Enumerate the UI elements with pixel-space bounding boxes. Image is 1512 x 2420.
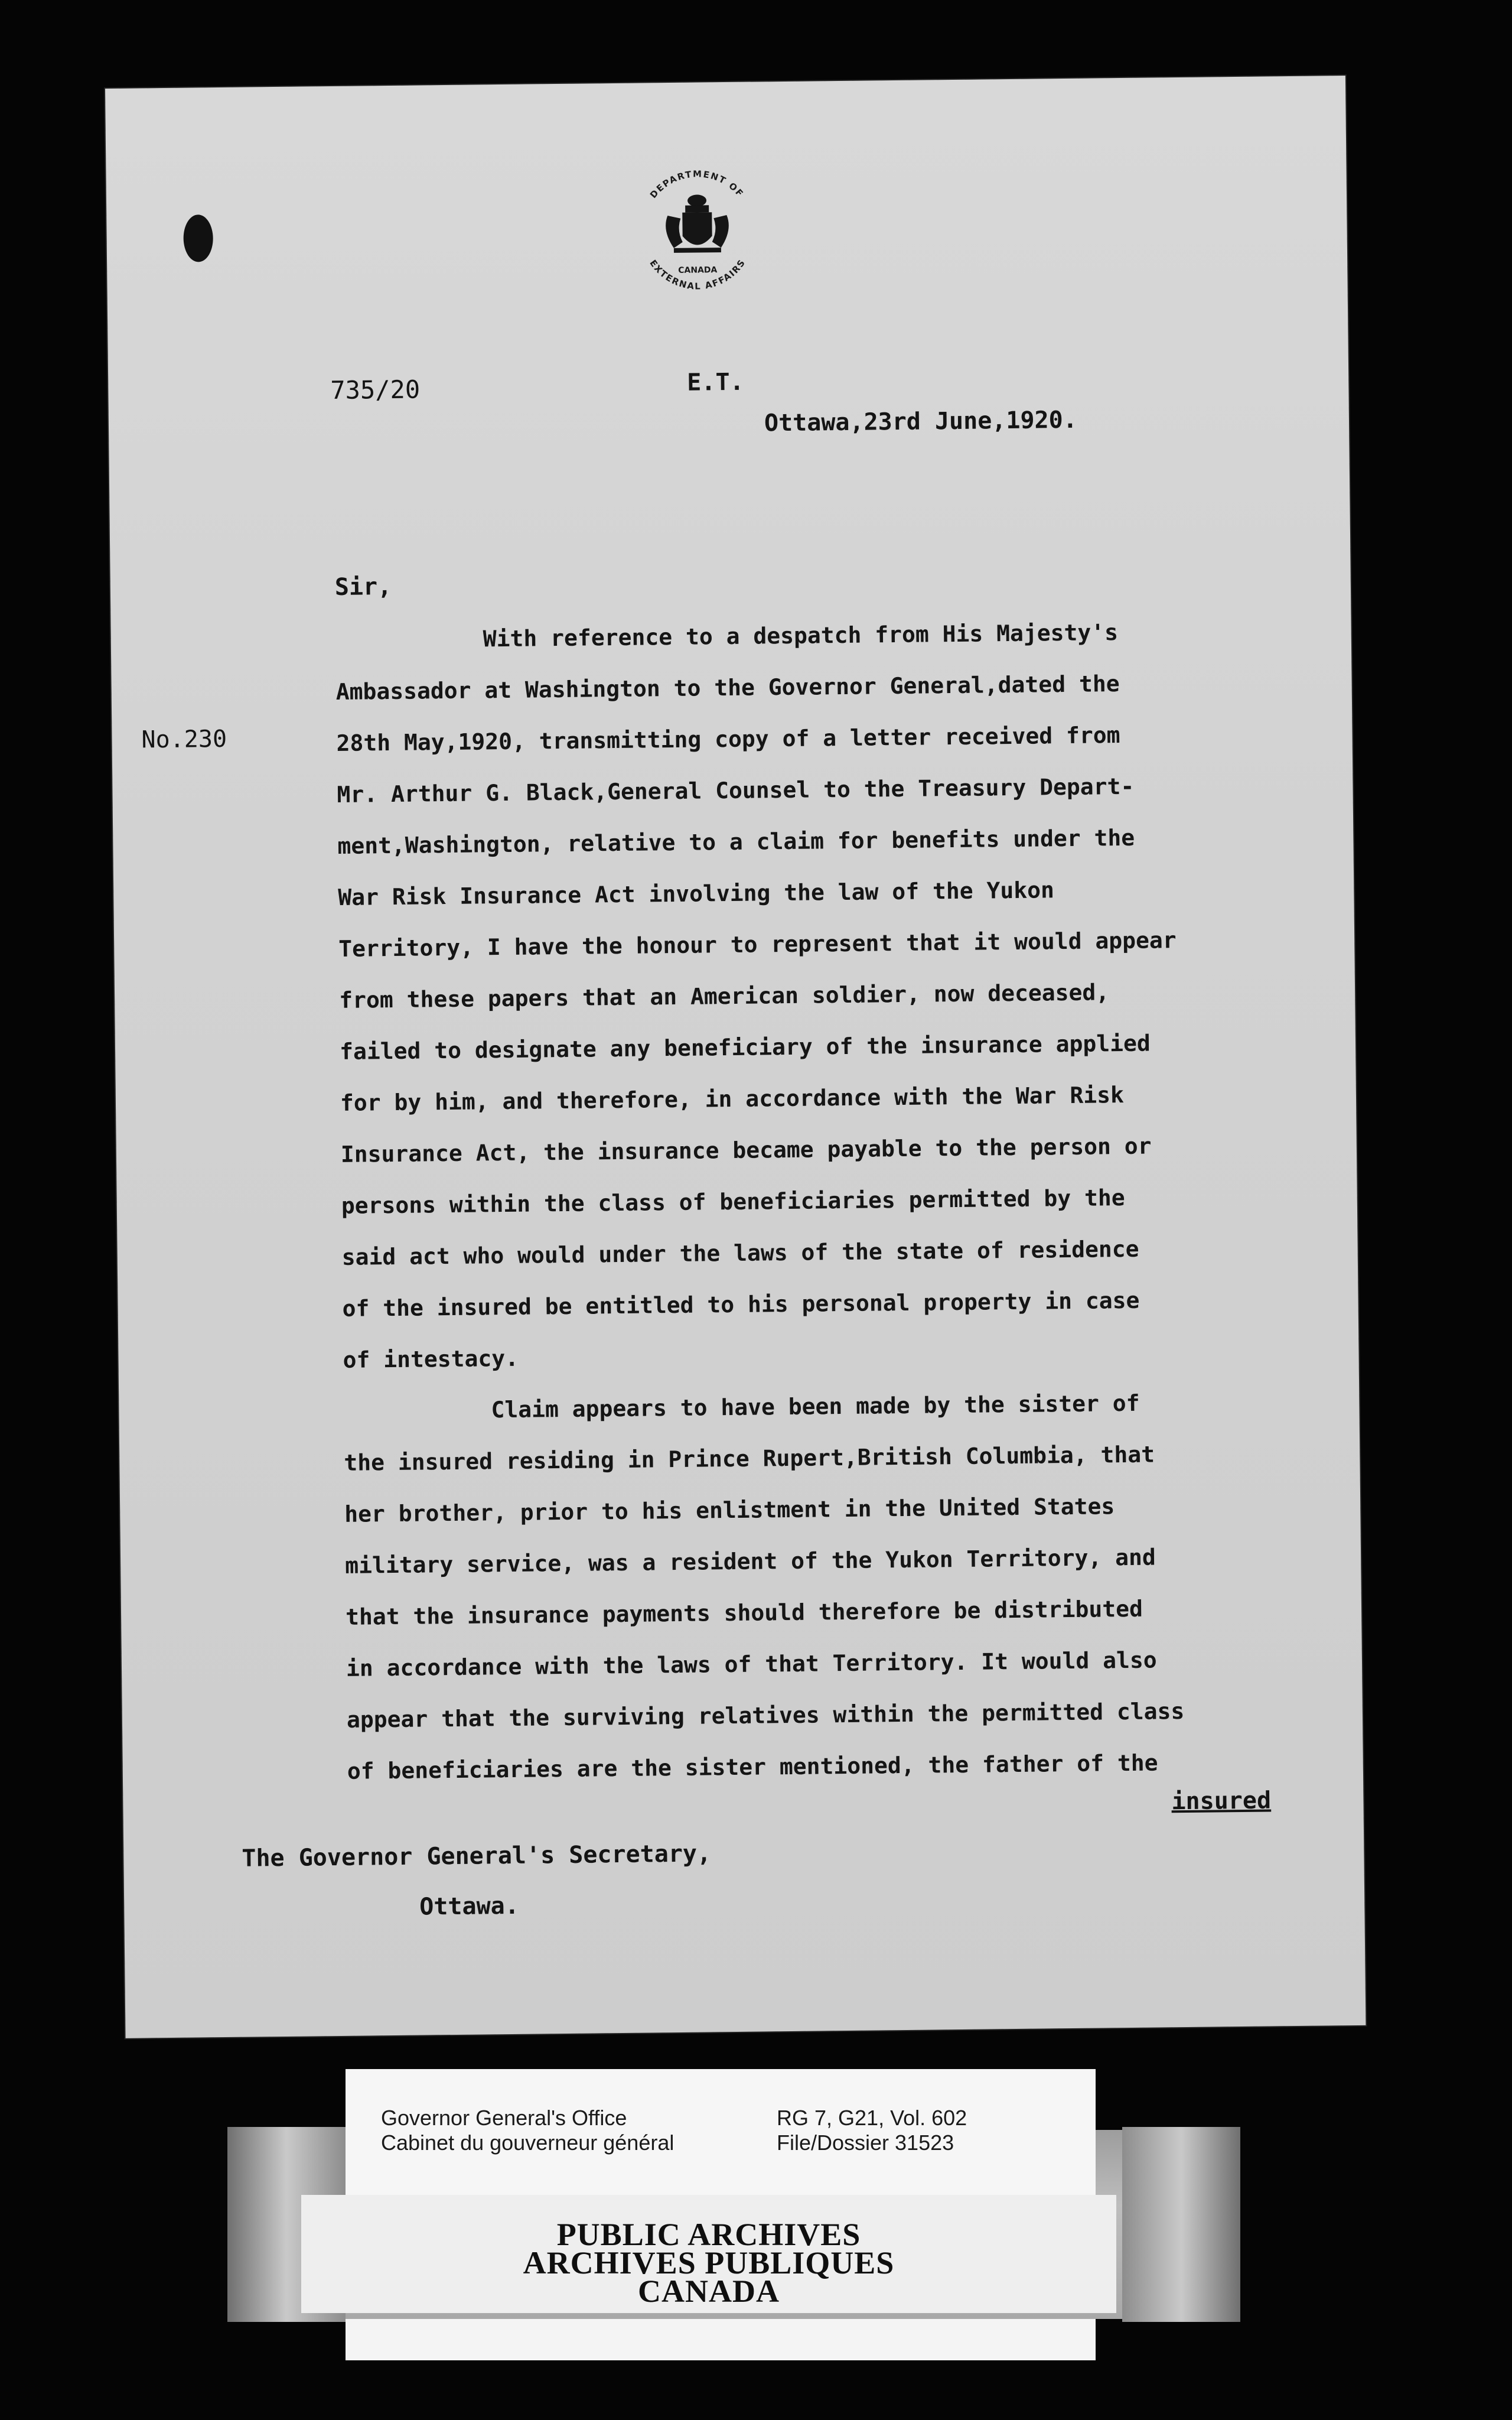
stamp-line-1: PUBLIC ARCHIVES [556,2217,861,2252]
fonds-name-en: Governor General's Office [381,2106,627,2130]
stamp-line-2: ARCHIVES PUBLIQUES [523,2245,895,2281]
typist-initials: E.T. [687,368,744,396]
reference-number: 735/20 [330,375,421,405]
file-number: File/Dossier 31523 [777,2130,954,2155]
fonds-name-fr: Cabinet du gouverneur général [381,2130,674,2155]
body-line: from these papers that an American soldier, now deceased, [338,979,1110,1013]
body-line: failed to designate any beneficiary of the insurance applied [339,1030,1151,1065]
coat-of-arms-icon [625,158,769,302]
body-line: in accordance with the laws of that Territory. It would also [346,1647,1157,1681]
body-line: that the insurance payments should therefore be distributed [345,1595,1143,1630]
archive-reference: RG 7, G21, Vol. 602 [777,2106,967,2130]
addressee: The Governor General's Secretary, [242,1840,712,1872]
holder-clip-right [1122,2127,1240,2322]
margin-note: No.230 [141,725,227,754]
body-line: of beneficiaries are the sister mentioned, the father of the [347,1749,1158,1784]
body-line: 28th May,1920, transmitting copy of a letter received from [336,722,1120,756]
svg-text:EXTERNAL AFFAIRS: EXTERNAL AFFAIRS [647,257,748,292]
letter-body [335,605,1328,1797]
body-line: persons within the class of beneficiaries permitted by the [341,1185,1125,1219]
letter-page [105,76,1366,2038]
body-line: Mr. Arthur G. Black,General Counsel to the Treasury Depart- [337,773,1135,808]
body-line: War Risk Insurance Act involving the law of the Yukon [338,877,1055,910]
dateline: Ottawa,23rd June,1920. [764,406,1078,437]
body-line: With reference to a despatch from His Majesty's [483,619,1119,652]
body-line: Ambassador at Washington to the Governor General,dated the [335,671,1120,705]
body-line: for by him, and therefore, in accordance with the War Risk [340,1082,1125,1116]
body-line: her brother, prior to his enlistment in the United States [344,1493,1115,1527]
body-line: Claim appears to have been made by the sister of [491,1390,1140,1423]
body-line: said act who would under the laws of the state of residence [341,1235,1139,1270]
stamp-card-lower [346,2319,1096,2360]
body-line: military service, was a resident of the Yukon Territory, and [344,1544,1156,1579]
archives-stamp [301,2195,1116,2313]
address-city: Ottawa. [419,1892,520,1921]
crest-arc-text: DEPARTMENT OF [647,168,746,200]
catchword: insured [1171,1787,1272,1816]
svg-text:CANADA: CANADA [678,265,718,275]
body-line: Insurance Act, the insurance became payable to the person or [340,1133,1152,1167]
punch-hole [183,214,213,262]
body-line: of the insured be entitled to his personal property in case [342,1287,1140,1322]
body-line: appear that the surviving relatives within the permitted class [346,1698,1185,1733]
body-line: Territory, I have the honour to represent that it would appear [338,927,1177,962]
salutation: Sir, [334,573,392,601]
stamp-line-3: CANADA [638,2273,780,2309]
archive-label [346,2069,1096,2202]
body-line: ment,Washington, relative to a claim for benefits under the [337,824,1135,859]
body-line: of intestacy. [343,1345,519,1373]
body-line: the insured residing in Prince Rupert,British Columbia, that [344,1441,1155,1476]
